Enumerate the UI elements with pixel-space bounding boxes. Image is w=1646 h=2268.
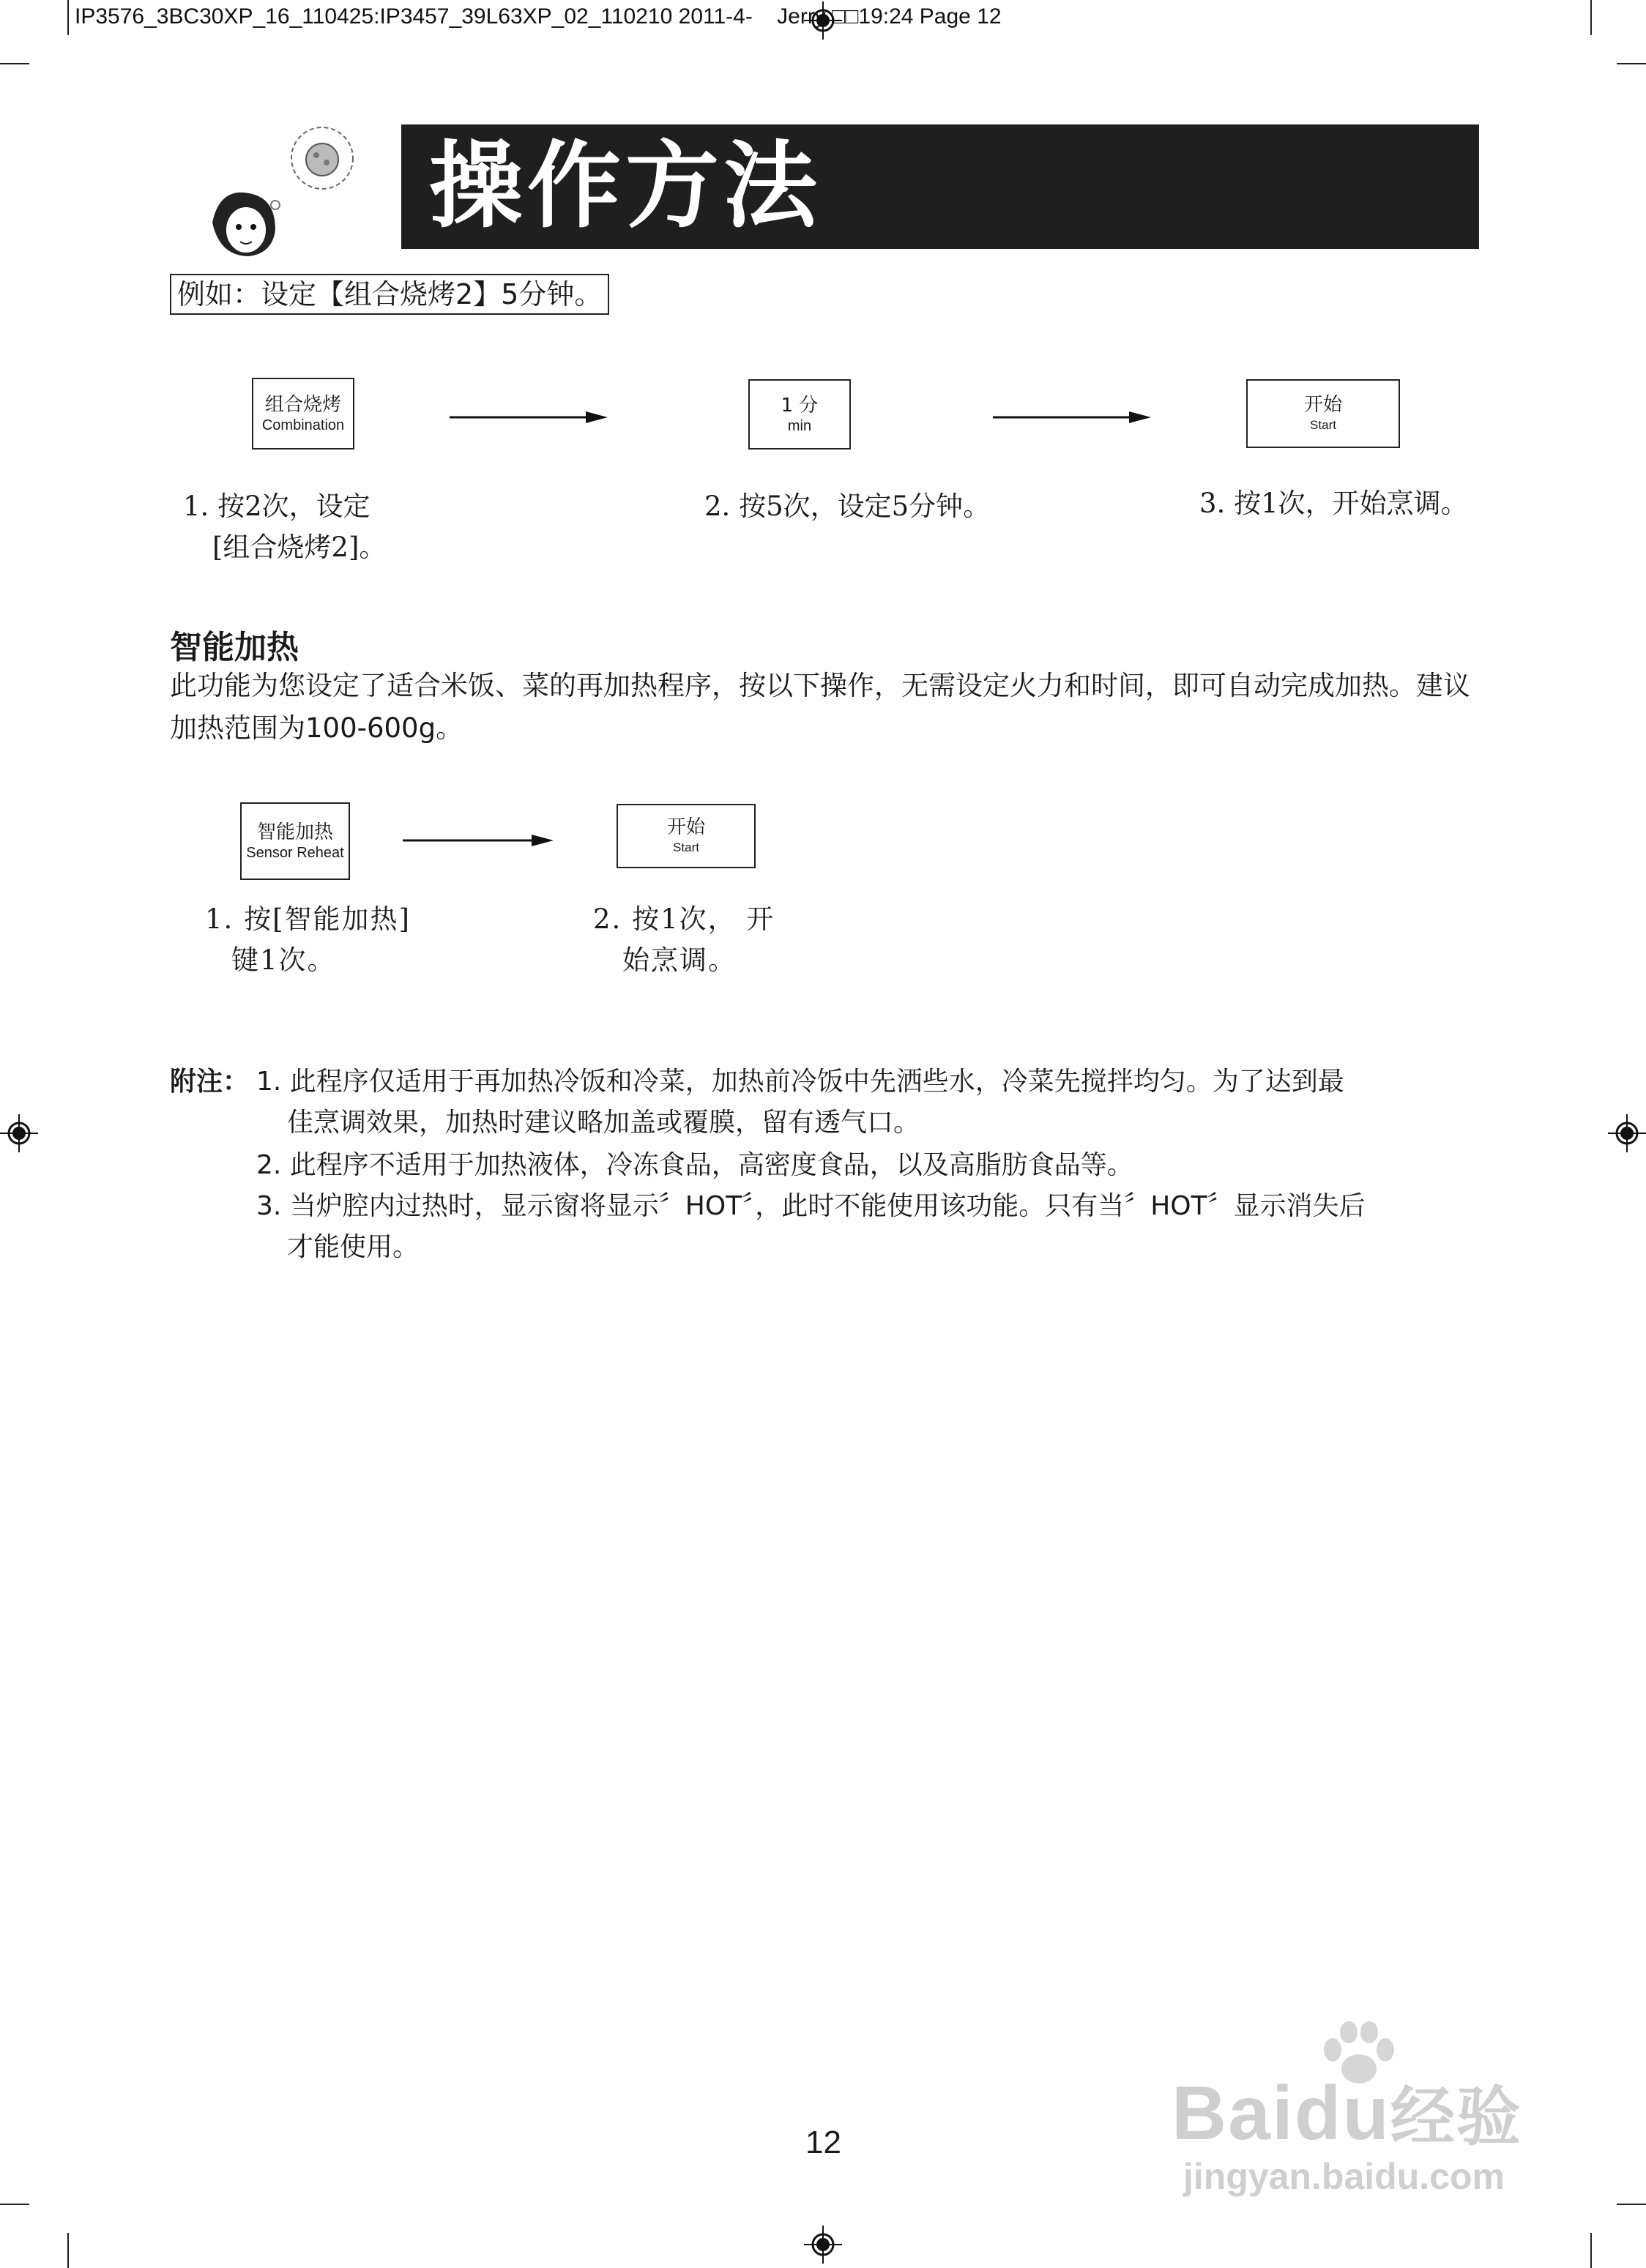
key-label-cn: 开始 [666, 816, 705, 838]
step-text: 1. 按[智能加热] [205, 903, 411, 935]
watermark-brand-part: du [1294, 2071, 1390, 2156]
reheat-step-2 [593, 899, 775, 981]
page-title: 操作方法 [401, 124, 1479, 249]
one-min-key [748, 379, 851, 450]
key-label-en: min [787, 418, 812, 434]
key-label-en: Start [673, 840, 699, 854]
watermark-brand [1172, 2066, 1522, 2158]
key-label-en: Start [1310, 418, 1336, 432]
trim-mark [0, 63, 29, 64]
registration-mark-icon [804, 2226, 842, 2264]
key-label-cn: 智能加热 [256, 821, 333, 843]
note-text: 佳烹调效果，加热时建议略加盖或覆膜，留有透气口。 [287, 1108, 920, 1138]
watermark-cn: 经验 [1390, 2079, 1522, 2155]
key-label-en: Combination [261, 417, 345, 433]
trim-mark [1617, 2204, 1646, 2205]
note-item [256, 1186, 1366, 1268]
step-text: 2. 按1次， 开 [593, 903, 775, 935]
step-text: 2. 按5次，设定5分钟。 [704, 490, 991, 522]
registration-mark-icon [1608, 1114, 1646, 1152]
example-step-2 [704, 486, 990, 527]
example-label: 例如：设定【组合烧烤2】5分钟。 [170, 274, 609, 315]
key-label-cn: 组合烧烤 [264, 394, 341, 416]
start-key [617, 804, 756, 868]
step-text: 3. 按1次，开始烹调。 [1199, 488, 1468, 519]
step-text: 1. 按2次，设定 [183, 490, 370, 522]
trim-mark [67, 2233, 69, 2268]
reheat-step-1 [205, 899, 411, 981]
page-number: 12 [805, 2125, 841, 2160]
step-text: 始烹调。 [622, 944, 737, 976]
note-item [256, 1062, 1344, 1144]
step-text: [组合烧烤2]。 [212, 531, 387, 563]
arrow-right-icon [450, 410, 608, 425]
example-step-1 [183, 486, 386, 568]
print-slug: IP3576_3BC30XP_16_110425:IP3457_39L63XP_02_110210 2011-4- Jerry □□19:24 Page 12 [75, 4, 1002, 29]
example-step-3 [1199, 483, 1468, 524]
trim-mark [1590, 0, 1592, 35]
arrow-right-icon [403, 833, 554, 848]
key-label-cn: 1 分 [781, 395, 819, 417]
key-label-en: Sensor Reheat [246, 845, 344, 861]
trim-mark [1590, 2233, 1592, 2268]
start-key [1246, 379, 1400, 448]
trim-mark [67, 0, 69, 35]
chef-mascot-icon [205, 120, 403, 259]
note-item [256, 1145, 1133, 1186]
notes-label: 附注： [170, 1067, 250, 1097]
registration-mark-icon [0, 1114, 38, 1152]
trim-mark [1617, 63, 1646, 64]
combination-key [252, 378, 354, 450]
arrow-right-icon [993, 410, 1151, 425]
note-text: 3. 当炉腔内过热时，显示窗将显示〞HOT〞，此时不能使用该功能。只有当〞HOT〞显示消失后 [256, 1191, 1366, 1221]
section-description: 此功能为您设定了适合米饭、菜的再加热程序，按以下操作，无需设定火力和时间，即可自动完成加热。建议加热范围为100-600g。 [170, 670, 1470, 744]
watermark [1172, 2021, 1582, 2204]
key-label-cn: 开始 [1303, 394, 1342, 416]
watermark-brand-part: Bai [1172, 2071, 1295, 2156]
note-text: 才能使用。 [287, 1232, 420, 1262]
note-text: 2. 此程序不适用于加热液体，冷冻食品，高密度食品，以及高脂肪食品等。 [256, 1150, 1133, 1180]
note-text: 1. 此程序仅适用于再加热冷饭和冷菜，加热前冷饭中先洒些水，冷菜先搅拌均匀。为了达到最 [256, 1067, 1344, 1097]
section-heading: 智能加热 [170, 629, 299, 666]
trim-mark [0, 2204, 29, 2205]
sensor-reheat-key [240, 802, 350, 880]
step-text: 键1次。 [231, 944, 336, 976]
watermark-url: jingyan.baidu.com [1183, 2156, 1505, 2197]
